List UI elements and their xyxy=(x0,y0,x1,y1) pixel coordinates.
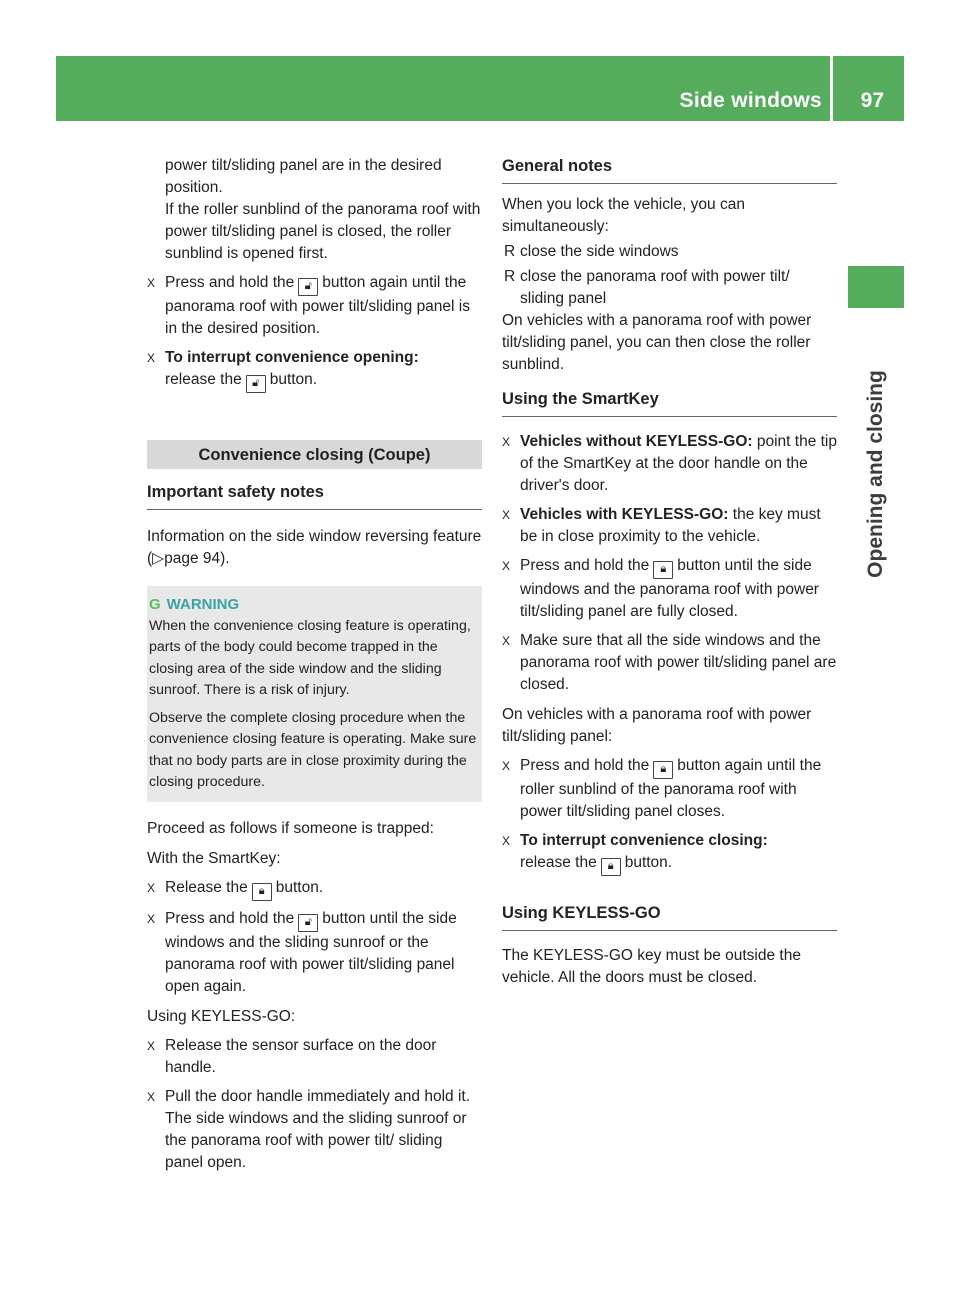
step-item: X Press and hold the 🔒︎ button until the side windows and the panorama roof with power tilt/sliding panel are fully closed. xyxy=(502,557,819,620)
paragraph: Information on the side window reversing feature (▷page 94). xyxy=(147,528,482,567)
step-arrow-icon: X xyxy=(502,559,511,573)
step-item: X Pull the door handle immediately and hold it. The side windows and the sliding sunroof or the panorama roof with power tilt/ sliding panel open. xyxy=(147,1087,471,1171)
step-item: X Release the sensor surface on the door handle. xyxy=(147,1036,437,1076)
right-column xyxy=(502,155,837,989)
step-arrow-icon: X xyxy=(502,759,511,773)
paragraph: With the SmartKey: xyxy=(147,849,281,867)
paragraph: When you lock the vehicle, you can simultaneously: xyxy=(502,196,745,235)
page-ref-arrow-icon: ▷ xyxy=(152,550,165,567)
step-item: X To interrupt convenience closing: release the 🔒︎ button. xyxy=(502,830,837,876)
lock-icon: 🔒︎ xyxy=(653,761,673,779)
bullet-icon: R xyxy=(504,268,516,285)
step-item: X Vehicles without KEYLESS-GO: point the tip of the SmartKey at the door handle on the driver's door. xyxy=(502,433,838,494)
step-arrow-icon: X xyxy=(147,276,156,290)
step-arrow-icon: X xyxy=(502,634,511,648)
bullet-icon: R xyxy=(504,243,516,260)
step-item: X Vehicles with KEYLESS-GO: the key must be in close proximity to the vehicle. xyxy=(502,506,821,545)
lock-icon: 🔒︎ xyxy=(653,561,673,579)
subsection-heading: Using the SmartKey xyxy=(502,388,837,417)
step-arrow-icon: X xyxy=(502,834,511,848)
step-arrow-icon: X xyxy=(147,911,156,926)
list-item: R close the side windows xyxy=(502,241,837,263)
subsection-heading: Using KEYLESS-GO xyxy=(502,902,837,931)
warning-icon: G xyxy=(149,596,161,613)
step-arrow-icon: X xyxy=(147,880,156,895)
step-item: X Press and hold the 🔓︎ button again until the panorama roof with power tilt/sliding panel is in the desired position. xyxy=(147,274,470,337)
warning-box: G WARNING When the convenience closing feature is operating, parts of the body could become trapped in the closing area of the side window and the sliding sunroof. There is a risk of injury. Observe the complete closing procedure when the convenience closing feature is operating. Make sure that no body parts are in close proximity during the closing procedure. xyxy=(147,586,482,802)
step-item: X Press and hold the 🔓︎ button until the side windows and the sliding sunroof or the panorama roof with power tilt/sliding panel open again. xyxy=(147,909,457,995)
step-arrow-icon: X xyxy=(502,435,511,449)
unlock-icon: 🔓︎ xyxy=(298,914,318,932)
paragraph: The KEYLESS-GO key must be outside the vehicle. All the doors must be closed. xyxy=(502,947,801,986)
paragraph: power tilt/sliding panel are in the desired position. xyxy=(165,157,442,196)
subsection-heading: Important safety notes xyxy=(147,481,482,510)
step-arrow-icon: X xyxy=(502,508,511,522)
lock-icon: 🔒︎ xyxy=(601,858,621,876)
step-arrow-icon: X xyxy=(147,351,156,365)
paragraph: If the roller sunblind of the panorama roof with power tilt/sliding panel is closed, the roller sunblind is opened first. xyxy=(165,201,481,262)
step-item: X Make sure that all the side windows and the panorama roof with power tilt/sliding panel are closed. xyxy=(502,632,837,693)
chapter-label: Opening and closing xyxy=(864,370,887,578)
lock-icon: 🔒︎ xyxy=(252,883,272,901)
list-item: R close the panorama roof with power tilt/ sliding panel xyxy=(504,268,790,307)
step-arrow-icon: X xyxy=(147,1038,156,1053)
step-item: X Release the 🔒︎ button. xyxy=(147,877,482,901)
paragraph: On vehicles with a panorama roof with power tilt/sliding panel, you can then close the roller sunblind. xyxy=(502,312,812,373)
left-column xyxy=(147,155,482,1174)
paragraph: On vehicles with a panorama roof with power tilt/sliding panel: xyxy=(502,706,812,745)
step-arrow-icon: X xyxy=(147,1089,156,1104)
paragraph: Using KEYLESS-GO: xyxy=(147,1007,296,1025)
step-item: X Press and hold the 🔒︎ button again until the roller sunblind of the panorama roof with power tilt/sliding panel closes. xyxy=(502,757,822,820)
header-bar xyxy=(56,56,904,121)
chapter-tab xyxy=(848,266,904,308)
unlock-icon: 🔓︎ xyxy=(246,375,266,393)
section-heading-box: Convenience closing (Coupe) xyxy=(147,440,482,469)
paragraph: Proceed as follows if someone is trapped: xyxy=(147,819,434,837)
header-divider xyxy=(830,56,833,121)
step-item: X To interrupt convenience opening: release the 🔓︎ button. xyxy=(147,347,482,393)
page-number: 97 xyxy=(860,89,884,112)
subsection-heading: General notes xyxy=(502,155,837,184)
section-title: Side windows xyxy=(679,89,822,112)
unlock-icon: 🔓︎ xyxy=(298,278,318,296)
